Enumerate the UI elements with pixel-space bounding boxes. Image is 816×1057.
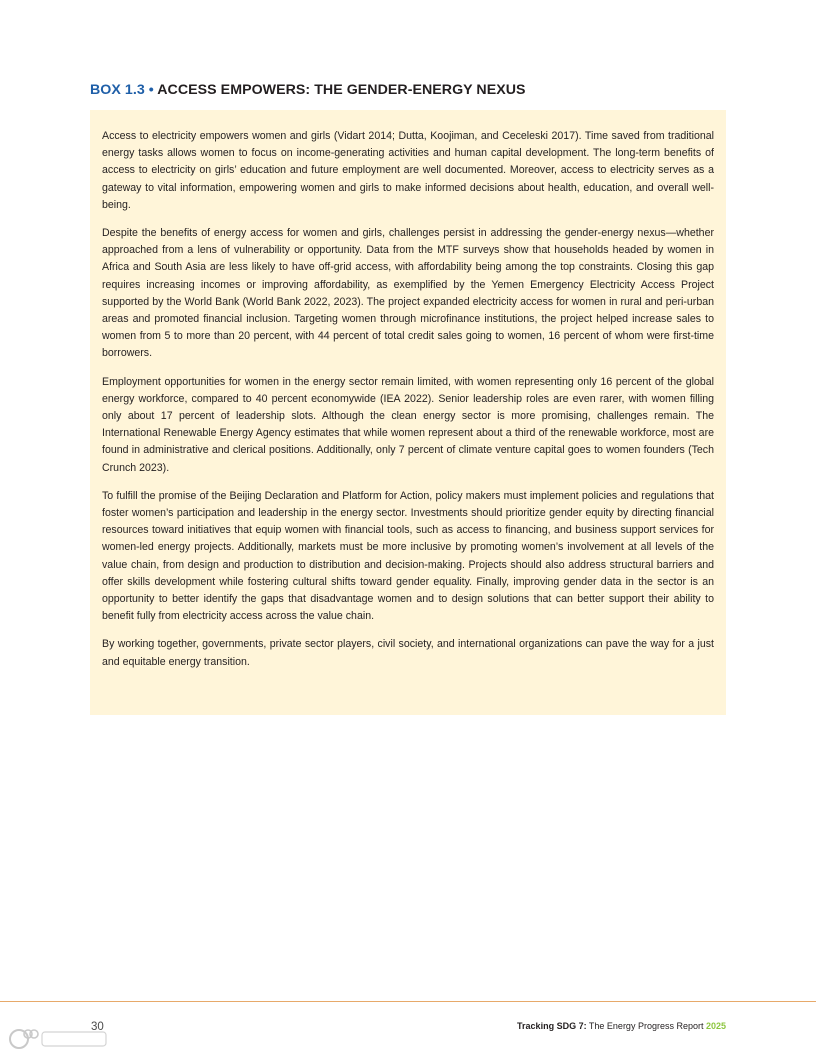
footer-divider xyxy=(0,1001,816,1002)
box-paragraph-2: Despite the benefits of energy access for women and girls, challenges persist in addressing the gender-energy nexus—whether approached from a lens of vulnerability or opportunity. Data from the MTF surveys show that households headed by women in Africa and South Asia are less likely to have off-grid access, with affordability being among the top constraints. Closing this gap requires increasing incomes or improving affordability, as exemplified by the Yemen Emergency Electricity Access Project supported by the World Bank (World Bank 2022, 2023). The project expanded electricity access for women in rural and peri-urban areas and promoted financial inclusion. Targeting women through microfinance institutions, the project helped increase sales to women from 5 to more than 20 percent, with 44 percent of total credit sales going to women, 16 percent of whom were first-time borrowers. xyxy=(102,227,714,360)
box-heading xyxy=(90,82,730,98)
watermark-logo-icon xyxy=(6,1026,110,1052)
box-title: ACCESS EMPOWERS: THE GENDER-ENERGY NEXUS xyxy=(157,82,526,98)
footer-report-bold: Tracking SDG 7: xyxy=(517,1021,587,1031)
footer-report-title xyxy=(517,1021,726,1031)
footer-report-rest: The Energy Progress Report xyxy=(586,1021,706,1031)
box-bullet: • xyxy=(148,82,154,98)
box-label: BOX 1.3 xyxy=(90,82,145,98)
box-paragraph-4: To fulfill the promise of the Beijing Declaration and Platform for Action, policy makers must implement policies and regulations that foster women’s participation and leadership in the energy sector. Investments should prioritize gender equity by directing financial resources toward initiatives that equip women with financial tools, such as access to financing, and business support services for women-led energy projects. Additionally, markets must be more inclusive by promoting women’s involvement at all levels of the value chain, from design and production to distribution and decision-making. Projects should also address structural barriers and offer skills development while fostering cultural shifts toward gender equality. Finally, improving gender data in the sector is an opportunity to better identify the gaps that disadvantage women and to design solutions that can better support their ability to benefit fully from electricity access across the value chain. xyxy=(102,489,714,623)
box-paragraph-1: Access to electricity empowers women and girls (Vidart 2014; Dutta, Koojiman, and Ceceleski 2017). Time saved from traditional energy tasks allows women to focus on income-generating activities and human capital development. The long-term benefits of access to electricity on girls’ education and future employment are well documented. Moreover, access to electricity serves as a gateway to vital information, empowering women and girls to make informed decisions about health, education, and overall well-being. xyxy=(102,130,714,211)
box-panel xyxy=(90,110,726,715)
box-paragraph-5: By working together, governments, private sector players, civil society, and international organizations can pave the way for a just and equitable energy transition. xyxy=(102,638,714,668)
footer-report-year: 2025 xyxy=(705,1021,726,1031)
box-paragraph-3: Employment opportunities for women in the energy sector remain limited, with women representing only 16 percent of the global energy workforce, compared to 40 percent economywide (IEA 2022). Senior leadership roles are even rarer, with women filling only about 17 percent of leadership slots. Although the clean energy sector is more promising, challenges remain. The International Renewable Energy Agency estimates that while women represent about a third of the renewable workforce, most are found in administrative and clerical positions. Additionally, only 7 percent of climate venture capital goes to women founders (Tech Crunch 2023). xyxy=(102,375,714,474)
page-number: 30 xyxy=(91,1021,104,1033)
